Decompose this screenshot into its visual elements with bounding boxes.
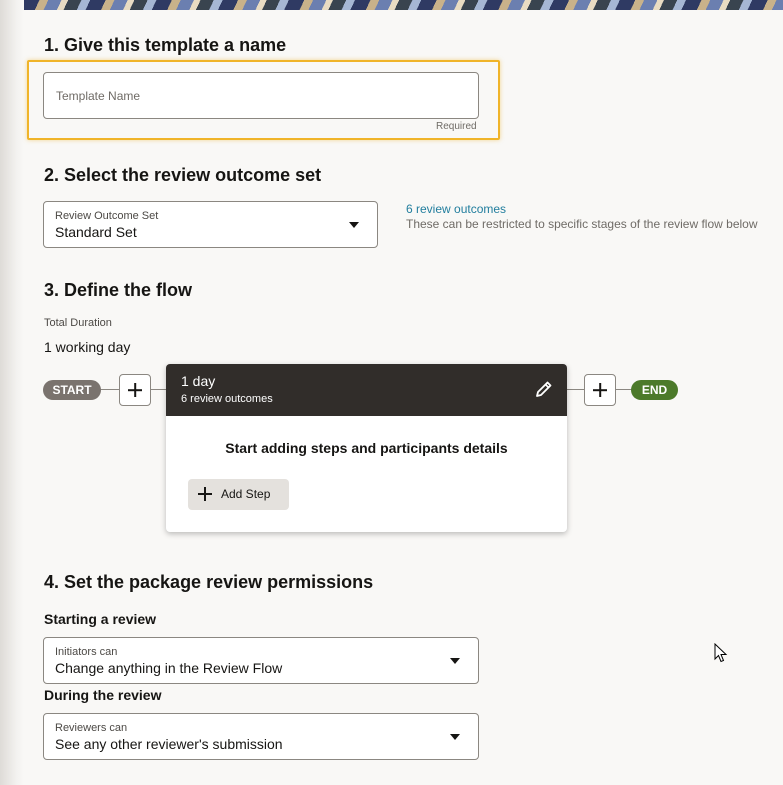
review-outcome-set-select[interactable] xyxy=(43,201,378,248)
select-label: Reviewers can xyxy=(55,722,128,734)
add-step-button[interactable] xyxy=(188,479,289,510)
chevron-down-icon xyxy=(450,734,460,740)
chevron-down-icon xyxy=(349,222,359,228)
mouse-cursor-icon xyxy=(714,643,728,663)
stage-card xyxy=(166,364,567,532)
end-pill: END xyxy=(631,380,678,400)
start-pill: START xyxy=(43,380,101,400)
header-banner xyxy=(24,0,783,10)
stage-header xyxy=(166,364,567,416)
select-label: Initiators can xyxy=(55,646,118,658)
chevron-down-icon xyxy=(450,658,460,664)
outcomes-note: These can be restricted to specific stages of the review flow below xyxy=(406,217,758,231)
add-stage-before-button[interactable] xyxy=(119,374,151,406)
add-step-label: Add Step xyxy=(221,487,271,501)
section-flow-title: 3. Define the flow xyxy=(44,280,193,300)
panel-left-shadow xyxy=(0,0,24,785)
stage-duration: 1 day xyxy=(181,373,216,389)
stage-outcomes: 6 review outcomes xyxy=(181,393,273,405)
select-value: Standard Set xyxy=(55,224,137,240)
stage-empty-message: Start adding steps and participants details xyxy=(225,440,508,456)
section-name-title: 1. Give this template a name xyxy=(44,35,287,55)
template-name-input[interactable] xyxy=(43,72,479,119)
select-value: See any other reviewer's submission xyxy=(55,736,283,752)
pencil-icon[interactable] xyxy=(533,378,555,400)
add-stage-after-button[interactable] xyxy=(584,374,616,406)
starting-review-heading: Starting a review xyxy=(44,611,157,627)
section-permissions-title: 4. Set the package review permissions xyxy=(44,572,374,592)
during-review-heading: During the review xyxy=(44,687,162,703)
select-value: Change anything in the Review Flow xyxy=(55,660,283,676)
plus-icon xyxy=(198,487,212,501)
section-outcome-title: 2. Select the review outcome set xyxy=(44,165,322,185)
reviewers-permission-select[interactable] xyxy=(43,713,479,760)
required-hint: Required xyxy=(436,121,477,132)
select-label: Review Outcome Set xyxy=(55,210,159,222)
review-outcomes-link[interactable]: 6 review outcomes xyxy=(406,202,507,216)
total-duration-value: 1 working day xyxy=(44,339,131,355)
initiators-permission-select[interactable] xyxy=(43,637,479,684)
total-duration-label: Total Duration xyxy=(44,317,112,329)
